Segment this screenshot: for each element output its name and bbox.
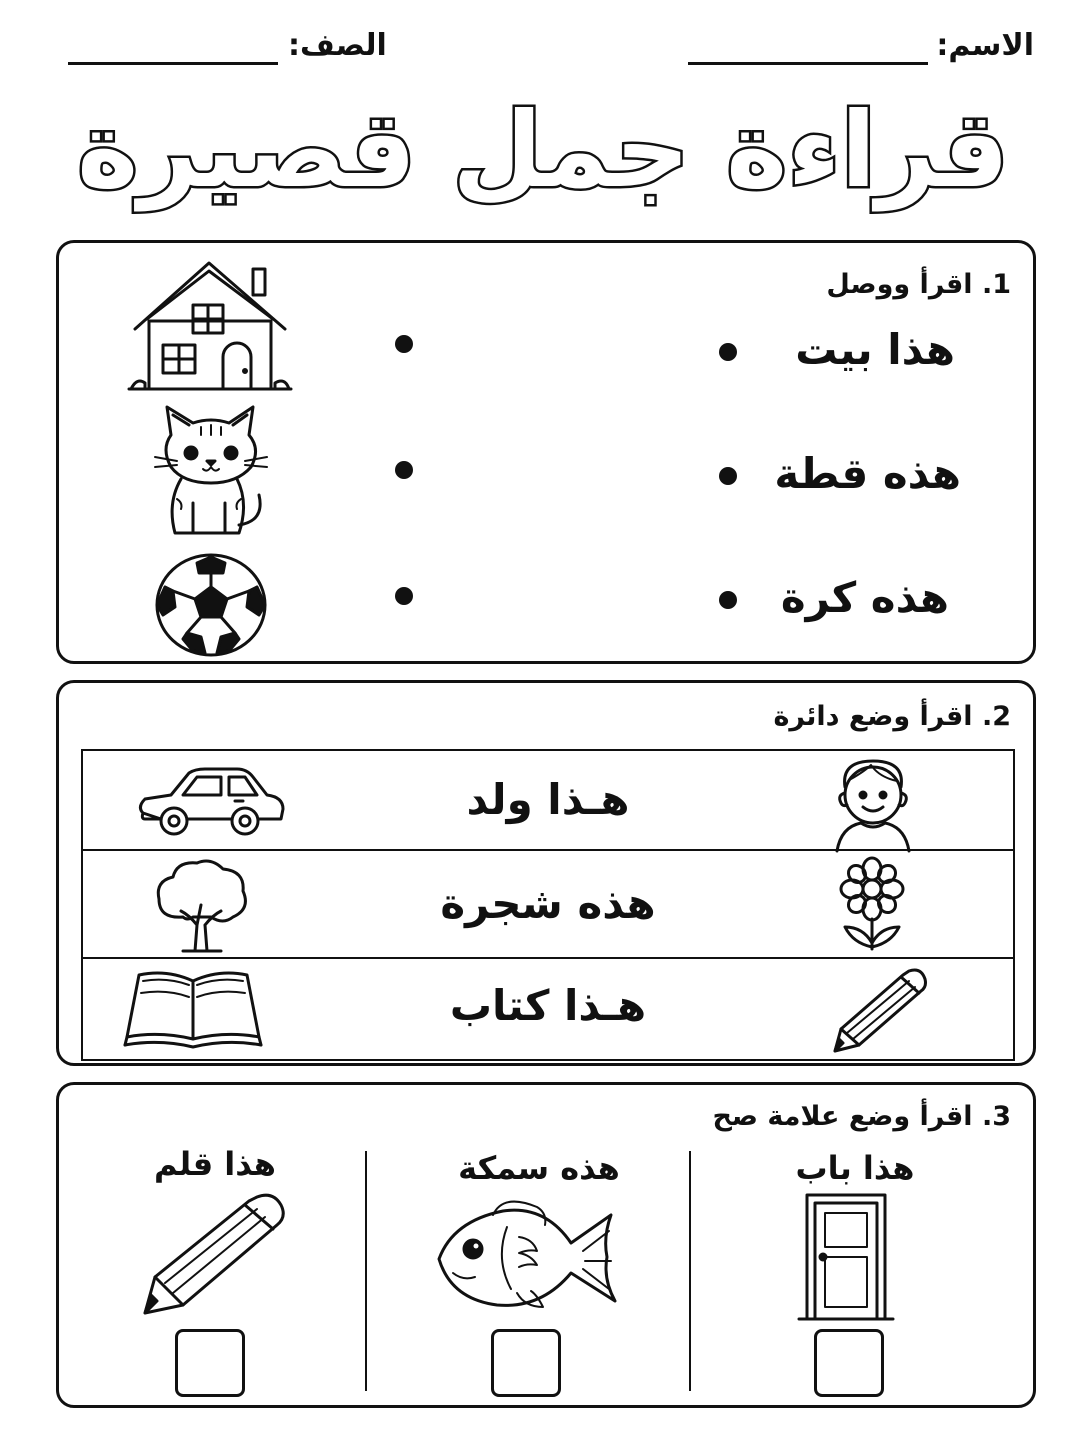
checkbox-fish[interactable] bbox=[491, 1329, 561, 1397]
circle-row-2 bbox=[83, 851, 1013, 959]
column-divider-1 bbox=[689, 1151, 691, 1391]
section-read-and-match bbox=[56, 240, 1036, 664]
class-field[interactable] bbox=[68, 62, 278, 65]
name-label: الاسم: bbox=[936, 28, 1034, 63]
door-icon bbox=[799, 1191, 893, 1323]
match-sentence-1: هذا بيت bbox=[795, 325, 955, 374]
circle-row-3 bbox=[83, 959, 1013, 1059]
section1-title: 1. اقرأ ووصل bbox=[826, 269, 1011, 300]
circle-row-1-sentence: هـذا ولد bbox=[466, 775, 630, 824]
match-sentence-3: هذه كرة bbox=[780, 573, 949, 622]
boy-icon[interactable] bbox=[831, 757, 915, 851]
check-caption-fish: هذه سمكة bbox=[458, 1149, 620, 1187]
match-dot-left-1[interactable] bbox=[395, 335, 413, 353]
soccer-ball-icon bbox=[155, 553, 267, 657]
book-icon[interactable] bbox=[123, 967, 263, 1049]
check-caption-pencil: هذا قلم bbox=[154, 1145, 276, 1183]
column-divider-2 bbox=[365, 1151, 367, 1391]
cat-icon bbox=[153, 403, 269, 539]
pencil-icon[interactable] bbox=[831, 967, 929, 1053]
section-read-and-circle bbox=[56, 680, 1036, 1066]
circle-table bbox=[81, 749, 1015, 1061]
match-dot-right-1[interactable] bbox=[719, 343, 737, 361]
flower-icon[interactable] bbox=[839, 857, 905, 951]
checkbox-pencil[interactable] bbox=[175, 1329, 245, 1397]
car-icon[interactable] bbox=[135, 767, 287, 837]
match-sentence-2: هذه قطة bbox=[774, 449, 961, 498]
name-field[interactable] bbox=[688, 62, 928, 65]
pencil-icon bbox=[141, 1191, 287, 1315]
match-dot-right-2[interactable] bbox=[719, 467, 737, 485]
class-label: الصف: bbox=[288, 28, 387, 63]
fish-icon bbox=[433, 1197, 623, 1317]
match-dot-right-3[interactable] bbox=[719, 591, 737, 609]
section3-title: 3. اقرأ وضع علامة صح bbox=[712, 1101, 1011, 1132]
tree-icon[interactable] bbox=[153, 859, 251, 953]
circle-row-2-sentence: هذه شجرة bbox=[440, 879, 656, 928]
circle-row-1 bbox=[83, 751, 1013, 851]
worksheet-title: قراءة جمل قصيرة bbox=[76, 89, 1010, 211]
match-dot-left-2[interactable] bbox=[395, 461, 413, 479]
check-caption-door: هذا باب bbox=[795, 1149, 915, 1187]
match-dot-left-3[interactable] bbox=[395, 587, 413, 605]
house-icon bbox=[129, 259, 291, 393]
checkbox-door[interactable] bbox=[814, 1329, 884, 1397]
section-read-and-check bbox=[56, 1082, 1036, 1408]
section2-title: 2. اقرأ وضع دائرة bbox=[773, 701, 1011, 732]
circle-row-3-sentence: هـذا كتاب bbox=[449, 981, 647, 1030]
